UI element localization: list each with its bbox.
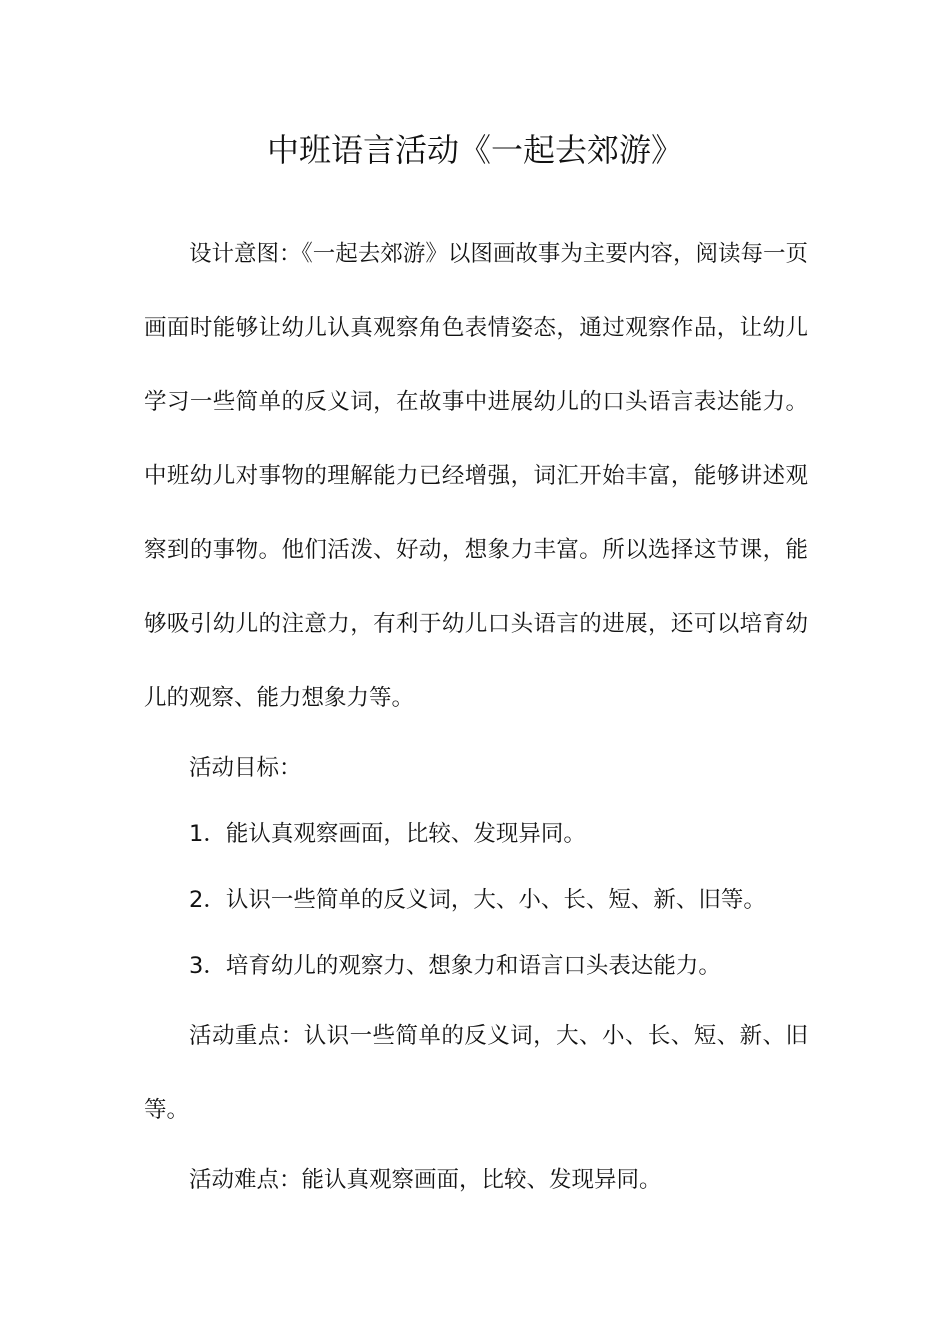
activity-goals-heading: 活动目标： xyxy=(189,755,302,781)
activity-goal-2: 2．认识一些简单的反义词，大、小、长、短、新、旧等。 xyxy=(189,887,766,913)
activity-goal-1: 1．能认真观察画面，比较、发现异同。 xyxy=(189,821,586,847)
activity-key-point-paragraph: 活动重点：认识一些简单的反义词，大、小、长、短、新、旧等。 xyxy=(144,1023,808,1123)
activity-difficulty-paragraph: 活动难点：能认真观察画面，比较、发现异同。 xyxy=(189,1167,662,1193)
document-title: 中班语言活动《一起去郊游》 xyxy=(266,131,683,169)
document-body xyxy=(144,217,808,1213)
activity-goal-3: 3．培育幼儿的观察力、想象力和语言口头表达能力。 xyxy=(189,953,721,979)
design-intent-paragraph: 设计意图：《一起去郊游》以图画故事为主要内容，阅读每一页画面时能够让幼儿认真观察角色表情姿态，通过观察作品，让幼儿学习一些简单的反义词，在故事中进展幼儿的口头语言表达能力。中班幼儿对事物的理解能力已经增强，词汇开始丰富，能够讲述观察到的事物。他们活泼、好动，想象力丰富。所以选择这节课，能够吸引幼儿的注意力，有利于幼儿口头语言的进展，还可以培育幼儿的观察、能力想象力等。 xyxy=(144,241,808,711)
